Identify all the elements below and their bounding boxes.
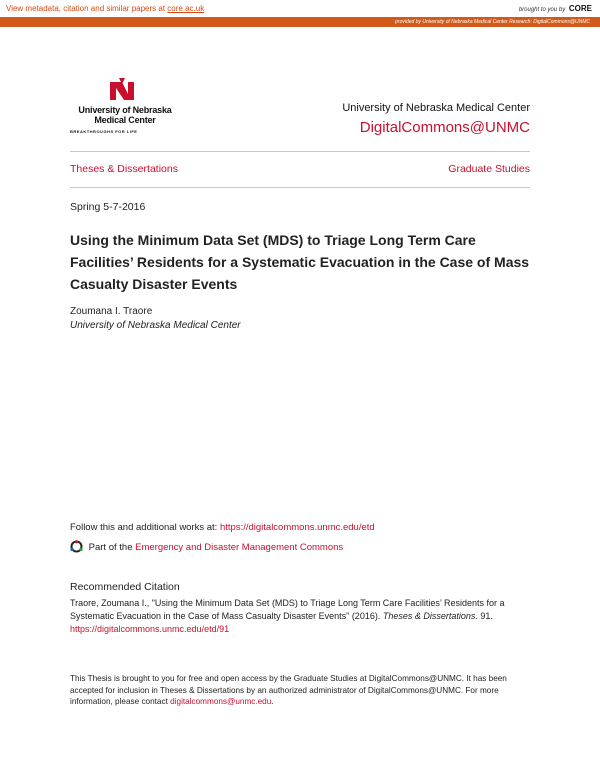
author-name: Zoumana I. Traore	[70, 306, 153, 317]
commons-network-icon	[70, 540, 83, 553]
institution-name: University of Nebraska Medical Center	[342, 102, 530, 114]
repository-header	[342, 102, 530, 136]
recommended-citation-heading: Recommended Citation	[70, 581, 180, 593]
citation-number: . 91.	[475, 611, 493, 621]
unmc-logo	[70, 78, 180, 134]
logo-name-line2: Medical Center	[94, 115, 156, 125]
logo-tagline: BREAKTHROUGHS FOR LIFE	[70, 129, 138, 134]
provided-by-bar	[0, 17, 600, 27]
citation-link[interactable]: https://digitalcommons.unmc.edu/etd/91	[70, 624, 230, 634]
logo-name-line1: University of Nebraska	[78, 105, 172, 115]
citation-series: Theses & Dissertations	[382, 611, 476, 621]
divider-top	[70, 151, 530, 152]
core-link[interactable]: core.ac.uk	[167, 4, 205, 13]
core-brand[interactable]: CORE	[568, 4, 592, 13]
brought-by-text: brought to you by	[518, 7, 566, 13]
commons-link[interactable]: Emergency and Disaster Management Commons	[135, 542, 344, 553]
document-title: Using the Minimum Data Set (MDS) to Triage Long Term Care Facilities’ Residents for a Systematic Evacuation in the Case of Mass Casualty Disaster Events	[70, 232, 530, 292]
core-banner	[0, 0, 600, 17]
unmc-n-emblem-icon	[108, 78, 136, 102]
follow-line	[70, 522, 375, 533]
follow-text: Follow this and additional works at:	[70, 522, 218, 533]
follow-link[interactable]: https://digitalcommons.unmc.edu/etd	[219, 522, 375, 533]
part-of-line	[70, 540, 343, 553]
notice-text: This Thesis is brought to you for free and open access by the Graduate Studies at DigitalCommons@UNMC. It has been accepted for inclusion in Theses & Dissertations by an authorized administrator of DigitalCommons@UNMC. For more information, please contact	[70, 674, 507, 706]
repository-site-name[interactable]: DigitalCommons@UNMC	[359, 119, 530, 136]
breadcrumb-graduate-studies[interactable]: Graduate Studies	[448, 163, 530, 175]
access-notice	[70, 673, 532, 708]
breadcrumb-theses[interactable]: Theses & Dissertations	[70, 163, 178, 175]
notice-end: .	[271, 697, 274, 706]
part-of-text: Part of the	[88, 542, 133, 553]
divider-bottom	[70, 187, 530, 188]
contact-email-link[interactable]: digitalcommons@unmc.edu	[170, 697, 272, 706]
provided-by-text: provided by University of Nebraska Medical Center Research: DigitalCommons@UNMC	[395, 19, 590, 25]
citation-text	[70, 597, 532, 636]
citation-body: Traore, Zoumana I., "Using the Minimum Data Set (MDS) to Triage Long Term Care Facilities’ Residents for a Systematic Evacuation in the Case of Mass Casualty Disaster Events" (2016).	[70, 598, 505, 621]
publication-date: Spring 5-7-2016	[70, 201, 146, 213]
logo-name	[70, 105, 180, 125]
author-affiliation: University of Nebraska Medical Center	[70, 320, 241, 331]
core-banner-left	[6, 0, 204, 17]
core-banner-text: View metadata, citation and similar papers at	[6, 4, 166, 13]
